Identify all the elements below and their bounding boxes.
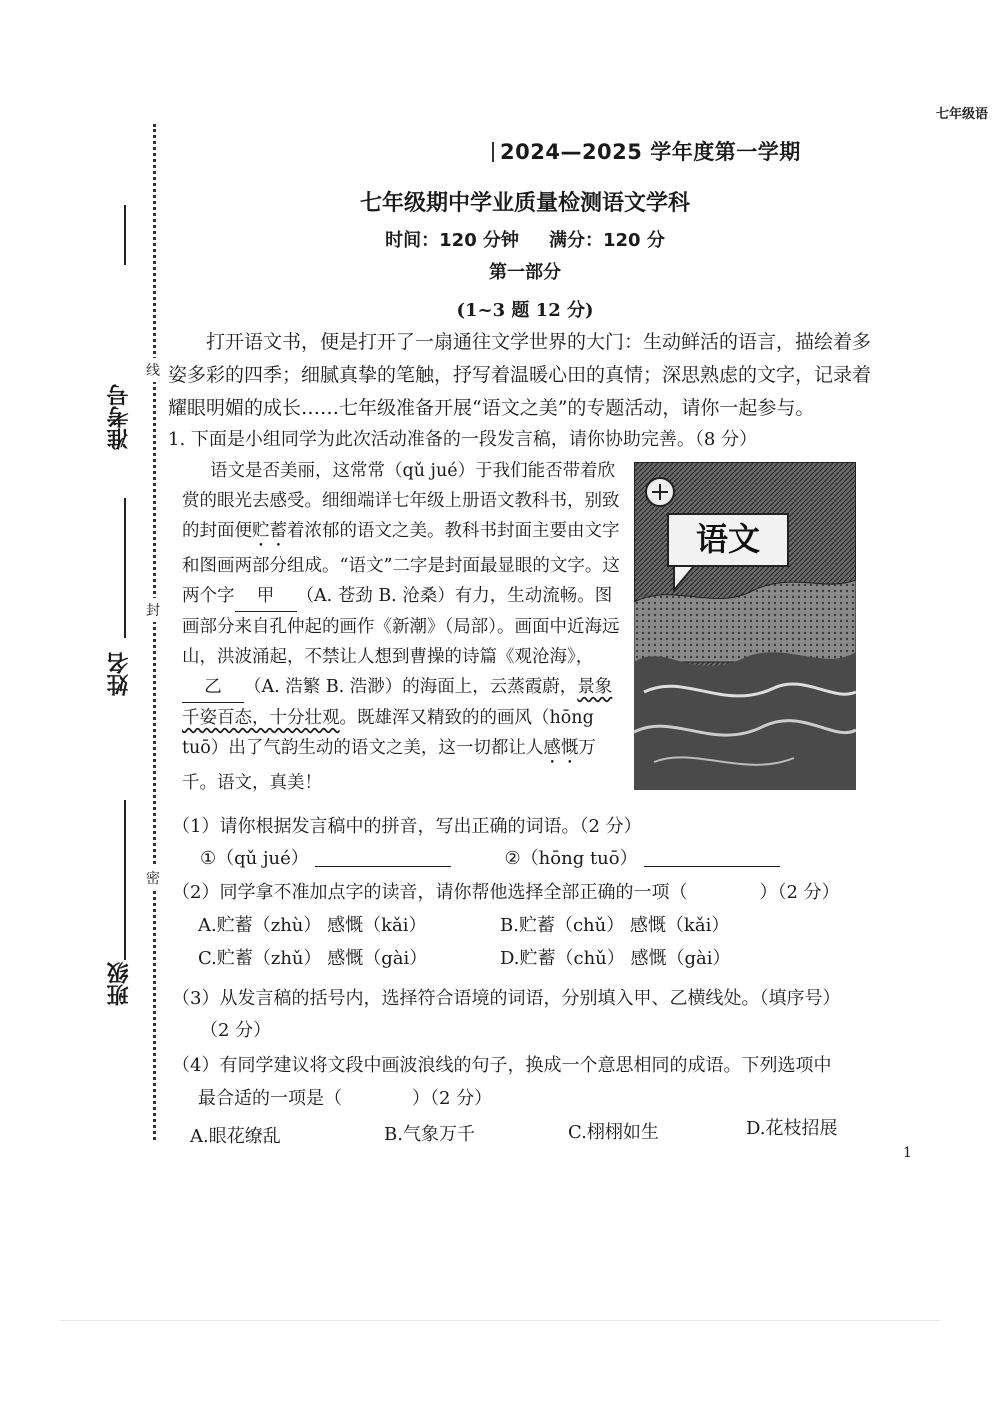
answer-blank-1[interactable]	[315, 848, 451, 867]
answer-row-1: ①（qǔ jué） ②（hōng tuō）	[200, 844, 780, 870]
blank-yi[interactable]: 乙	[182, 672, 244, 703]
sub-question-4: （4）有同学建议将文段中画波浪线的句子，换成一个意思相同的成语。下列选项中	[172, 1055, 832, 1076]
term-title: 2024—2025 学年度第一学期	[492, 136, 801, 166]
page-bottom-edge	[60, 1320, 940, 1321]
option-2d[interactable]: D.贮蓄（chǔ） 感慨（gài）	[500, 948, 731, 969]
answer-blank-2[interactable]	[644, 848, 780, 867]
part-title: 第一部分	[489, 262, 561, 283]
speech-passage: 语文是否美丽，这常常（qǔ jué）于我们能否带着欣赏的眼光去感受。细细端详七年级上册语文教科书，别致的封面便贮蓄着浓郁的语文之美。教科书封面主要由文字和图画两部分组成。“语文”二字是封面最显眼的文字。这两个字 甲 （A. 苍劲 B. 沧桑）有力，生动流畅。图画部分来自孔仲起的画作《新潮》（局部）。画面中近海远山，洪波涌起，不禁让人想到曹操的诗篇《观沧海》，乙 （A. 浩繁 B. 浩渺）的海面上，云蒸霞蔚，景象千姿百态，十分壮观。既雄浑又精致的的画风（hōng tuō）出了气韵生动的语文之美，这一切都让人感慨万千。语文，真美！	[182, 461, 620, 793]
exam-title: 七年级期中学业质量检测语文学科	[359, 191, 690, 216]
blank-jia[interactable]: 甲	[235, 581, 297, 612]
textbook-cover-image	[634, 462, 856, 790]
sub-question-2: （2）同学拿不准加点字的读音，请你帮他选择全部正确的一项（ ）（2 分）	[172, 882, 840, 903]
corner-label: 七年级语	[935, 107, 988, 122]
sub-question-3-score: （2 分）	[200, 1020, 272, 1041]
cover-title: 语文	[695, 520, 761, 558]
question-range: (1~3 题 12 分)	[456, 300, 594, 321]
option-4d[interactable]: D.花枝招展	[746, 1118, 838, 1139]
question-1: 1. 下面是小组同学为此次活动准备的一段发言稿，请你协助完善。（8 分）	[168, 429, 758, 450]
exam-time-score: 时间：120 分钟 满分：120 分	[385, 230, 665, 251]
sub-question-3: （3）从发言稿的括号内，选择符合语境的词语，分别填入甲、乙横线处。（填序号）	[172, 988, 841, 1009]
option-4a[interactable]: A.眼花缭乱	[190, 1126, 281, 1147]
option-2c[interactable]: C.贮蓄（zhǔ） 感慨（gài）	[198, 948, 428, 969]
name-label: 姓名	[107, 652, 132, 696]
wavy-sentence: 景象千姿百态，十分壮观	[182, 677, 613, 728]
class-label: 班级	[107, 962, 132, 1006]
option-2a[interactable]: A.贮蓄（zhù） 感慨（kǎi）	[198, 915, 427, 936]
option-4b[interactable]: B.气象万千	[384, 1124, 475, 1145]
class-line	[124, 800, 126, 960]
sub-question-4-line2: 最合适的一项是（ ）（2 分）	[198, 1088, 493, 1109]
option-2b[interactable]: B.贮蓄（chǔ） 感慨（kǎi）	[500, 915, 730, 936]
binding-char-secret: 密	[146, 866, 160, 890]
binding-char-seal: 封	[146, 598, 160, 622]
option-4c[interactable]: C.栩栩如生	[568, 1122, 659, 1143]
name-line	[124, 498, 126, 638]
binding-char-line: 线	[146, 358, 160, 382]
sub-question-1: （1）请你根据发言稿中的拼音，写出正确的词语。（2 分）	[172, 816, 642, 837]
intro-paragraph: 打开语文书，便是打开了一扇通往文学世界的大门：生动鲜活的语言，描绘着多姿多彩的四季；细腻真挚的笔触，抒写着温暖心田的真情；深思熟虑的文字，记录着耀眼明媚的成长……七年级准备开展“语文之美”的专题活动，请你一起参与。	[168, 331, 872, 419]
exam-no-label: 准考号	[107, 384, 132, 450]
page-number: 1	[903, 1145, 912, 1161]
